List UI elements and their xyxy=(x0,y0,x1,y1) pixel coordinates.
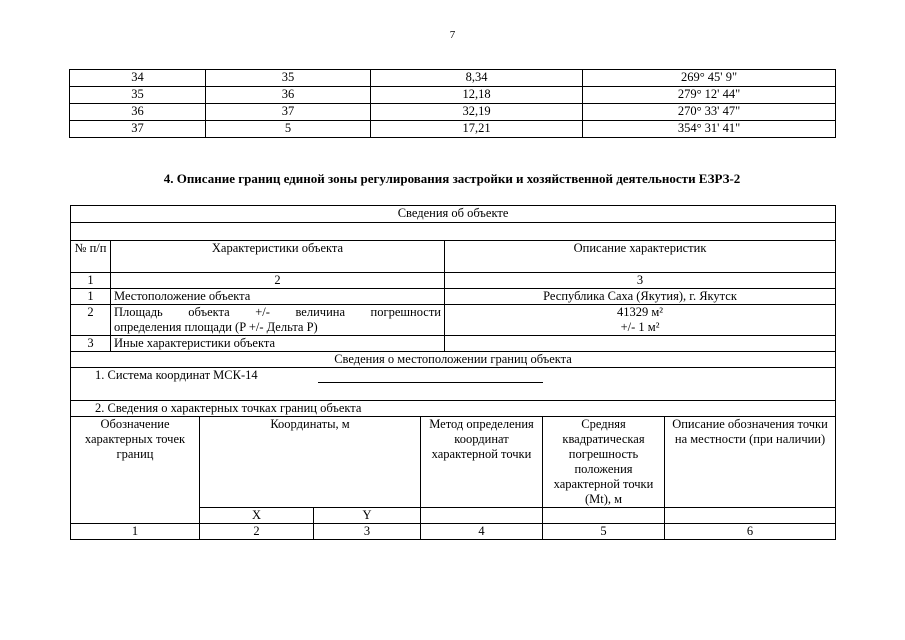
location-header: Сведения о местоположении границ объекта xyxy=(71,352,836,368)
bearing: 279° 12' 44" xyxy=(583,87,836,104)
name-line: Площадь объекта +/- величина погрешности xyxy=(114,305,441,319)
col-description-header: Описание характеристик xyxy=(445,241,836,273)
distance: 32,19 xyxy=(371,104,583,121)
col-characteristics-header: Характеристики объекта xyxy=(111,241,445,273)
row-number: 1 xyxy=(71,289,111,305)
point-from: 37 xyxy=(70,121,206,138)
point-to: 36 xyxy=(206,87,371,104)
distance: 12,18 xyxy=(371,87,583,104)
segment-row xyxy=(70,87,836,104)
point-from: 36 xyxy=(70,104,206,121)
characteristic-value xyxy=(445,305,836,336)
object-info-table xyxy=(70,205,836,540)
underline-blank xyxy=(318,368,543,383)
column-number: 5 xyxy=(543,524,665,540)
x-header: X xyxy=(200,508,314,524)
empty-cell xyxy=(421,508,543,524)
column-number-1: 1 xyxy=(71,273,111,289)
characteristic-name: Местоположение объекта xyxy=(111,289,445,305)
boundary-segments-table xyxy=(69,69,836,138)
point-from: 34 xyxy=(70,70,206,87)
column-number: 1 xyxy=(71,524,200,540)
empty-cell xyxy=(543,508,665,524)
segment-row xyxy=(70,70,836,87)
bearing: 354° 31' 41" xyxy=(583,121,836,138)
column-number-2: 2 xyxy=(111,273,445,289)
object-header: Сведения об объекте xyxy=(71,206,836,223)
column-number: 3 xyxy=(314,524,421,540)
column-number: 6 xyxy=(665,524,836,540)
section-heading: 4. Описание границ единой зоны регулирования застройки и хозяйственной деятельности ЕЗРЗ-2 xyxy=(163,171,741,186)
row-number: 3 xyxy=(71,336,111,352)
point-to: 37 xyxy=(206,104,371,121)
empty-cell xyxy=(665,508,836,524)
point-to: 35 xyxy=(206,70,371,87)
bearing: 270° 33' 47" xyxy=(583,104,836,121)
coordinate-system: 1. Система координат МСК-14 xyxy=(95,368,258,382)
point-description-header: Описание обозначения точки на местности (при наличии) xyxy=(665,417,836,508)
bearing: 269° 45' 9" xyxy=(583,70,836,87)
characteristic-value: Республика Саха (Якутия), г. Якутск xyxy=(445,289,836,305)
value-line: 41329 м² xyxy=(617,305,664,319)
row-number: 2 xyxy=(71,305,111,336)
y-header: Y xyxy=(314,508,421,524)
characteristic-name xyxy=(111,305,445,336)
method-header: Метод определения координат характерной точки xyxy=(421,417,543,508)
points-header: 2. Сведения о характерных точках границ объекта xyxy=(71,401,836,417)
column-number: 4 xyxy=(421,524,543,540)
col-number-header: № п/п xyxy=(71,241,111,273)
point-to: 5 xyxy=(206,121,371,138)
page-number: 7 xyxy=(449,29,456,41)
point-from: 35 xyxy=(70,87,206,104)
name-line: определения площади (P +/- Дельта P) xyxy=(114,320,318,334)
column-number-3: 3 xyxy=(445,273,836,289)
segment-row xyxy=(70,121,836,138)
point-designation-header: Обозначение характерных точек границ xyxy=(71,417,200,524)
spacer-row xyxy=(71,223,836,241)
distance: 17,21 xyxy=(371,121,583,138)
column-number: 2 xyxy=(200,524,314,540)
characteristic-name: Иные характеристики объекта xyxy=(111,336,445,352)
value-line: +/- 1 м² xyxy=(620,320,660,334)
accuracy-header: Средняя квадратическая погрешность положения характерной точки (Mt), м xyxy=(543,417,665,508)
distance: 8,34 xyxy=(371,70,583,87)
characteristic-value xyxy=(445,336,836,352)
coordinate-system-cell xyxy=(71,368,836,401)
segment-row xyxy=(70,104,836,121)
coordinates-header: Координаты, м xyxy=(200,417,421,508)
